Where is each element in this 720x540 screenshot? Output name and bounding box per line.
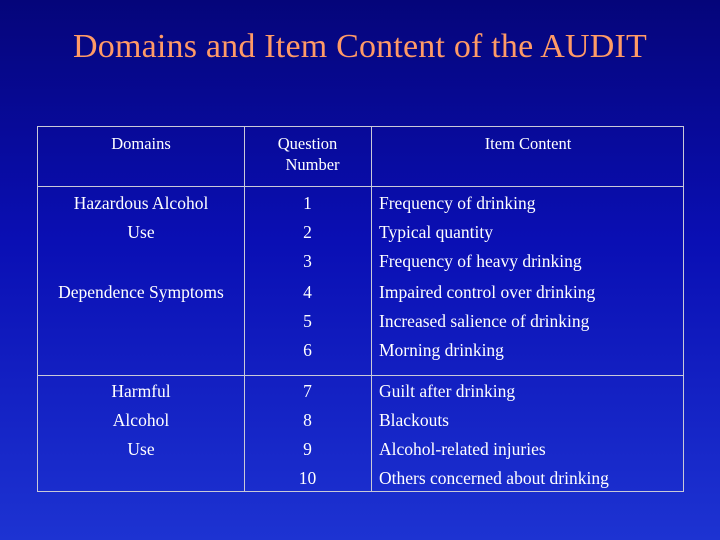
- item-text: Typical quantity: [379, 222, 493, 242]
- question-number: 7: [303, 381, 312, 401]
- header-item-content: Item Content: [484, 134, 572, 153]
- domain-line: Dependence Symptoms: [58, 282, 224, 302]
- question-numbers-harmful: [244, 377, 371, 493]
- question-number: 4: [303, 282, 312, 302]
- question-number: 5: [303, 311, 312, 331]
- row-divider: [38, 375, 683, 376]
- domain-line: Hazardous Alcohol: [73, 193, 209, 213]
- item-content-harmful: [379, 377, 679, 493]
- header-question-line2: Number: [285, 155, 340, 174]
- header-question-number: [244, 133, 371, 175]
- domain-cell-hazardous: [38, 189, 244, 247]
- item-text: Blackouts: [379, 410, 449, 430]
- question-number: 1: [303, 193, 312, 213]
- domain-cell-harmful: [38, 377, 244, 464]
- item-text: Guilt after drinking: [379, 381, 516, 401]
- domain-line: Alcohol: [112, 410, 170, 430]
- header-domains: Domains: [111, 134, 171, 153]
- item-text: Increased salience of drinking: [379, 311, 590, 331]
- column-divider: [371, 127, 372, 491]
- item-text: Morning drinking: [379, 340, 504, 360]
- item-text: Impaired control over drinking: [379, 282, 596, 302]
- domain-line: Use: [127, 222, 155, 242]
- item-content-dependence: [379, 278, 679, 365]
- slide-title: Domains and Item Content of the AUDIT: [73, 28, 647, 65]
- question-numbers-dependence: [244, 278, 371, 365]
- row-divider: [38, 186, 683, 187]
- question-number: 2: [303, 222, 312, 242]
- question-number: 10: [298, 468, 317, 488]
- audit-table: [37, 126, 684, 492]
- question-number: 3: [303, 251, 312, 271]
- item-text: Others concerned about drinking: [379, 468, 609, 488]
- domain-line: Harmful: [111, 381, 171, 401]
- item-content-hazardous: [379, 189, 679, 276]
- header-question-line1: Question: [277, 134, 338, 153]
- domain-line: Use: [127, 439, 155, 459]
- question-numbers-hazardous: [244, 189, 371, 276]
- question-number: 9: [303, 439, 312, 459]
- question-number: 6: [303, 340, 312, 360]
- domain-cell-dependence: [38, 278, 244, 307]
- question-number: 8: [303, 410, 312, 430]
- item-text: Frequency of drinking: [379, 193, 536, 213]
- item-text: Alcohol-related injuries: [379, 439, 546, 459]
- item-text: Frequency of heavy drinking: [379, 251, 582, 271]
